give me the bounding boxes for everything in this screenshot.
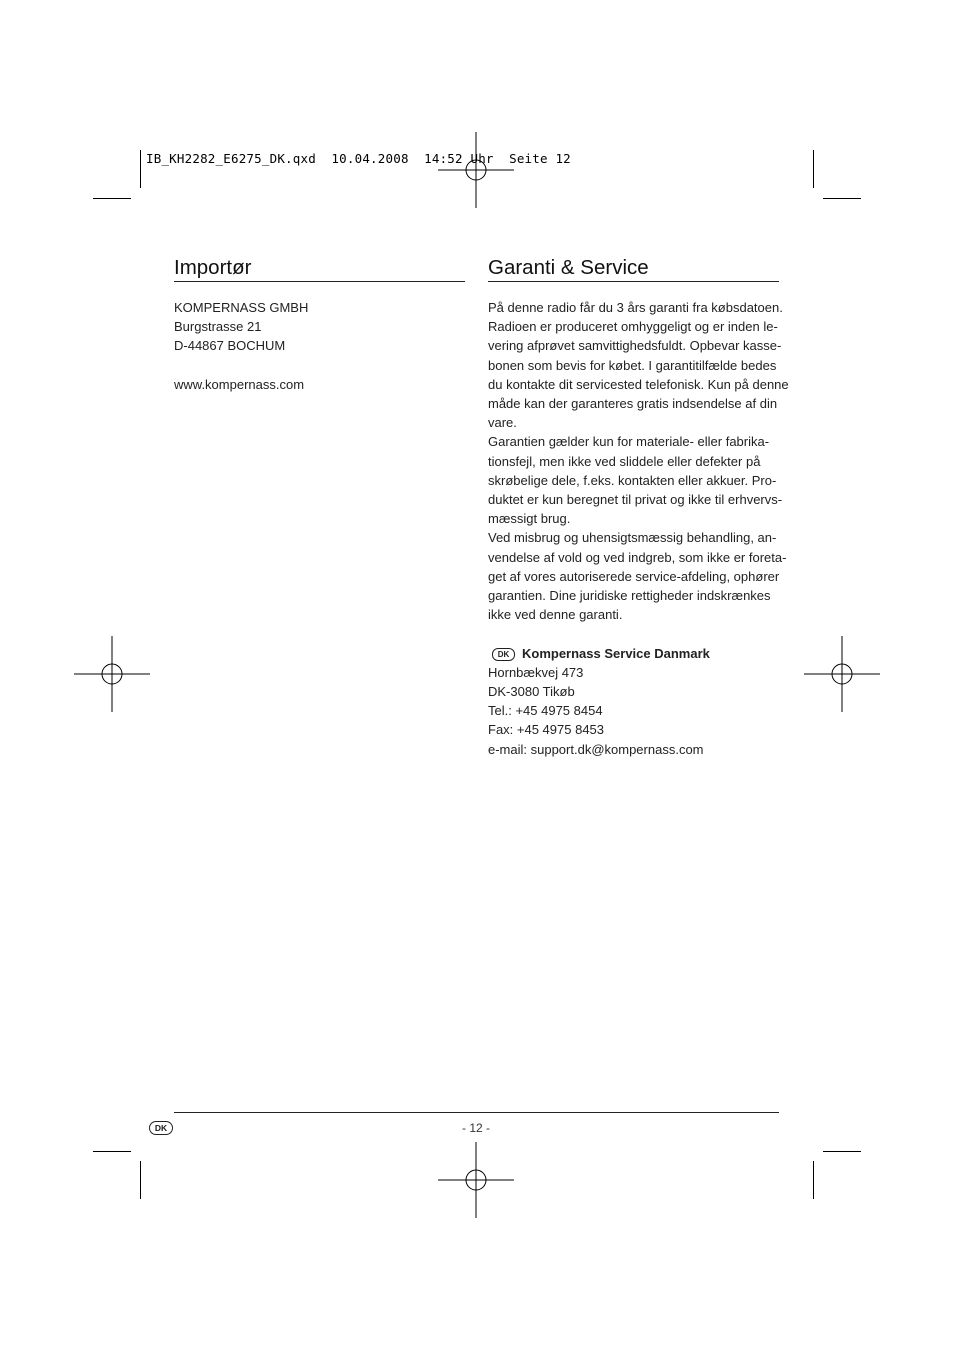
warranty-line: mæssigt brug. — [488, 511, 571, 527]
importer-address — [174, 298, 308, 394]
crop-mark-bottom-right-v — [813, 1161, 814, 1199]
print-slug: IB_KH2282_E6275_DK.qxd 10.04.2008 14:52 Uhr Seite 12 — [146, 151, 571, 166]
warranty-line: tionsfejl, men ikke ved sliddele eller defekter på — [488, 453, 761, 469]
warranty-line: måde kan der garanteres gratis indsendelse af din — [488, 396, 778, 412]
crop-mark-bottom-left-h — [93, 1151, 131, 1152]
registration-mark-right-icon — [804, 636, 880, 712]
warranty-line: Radioen er produceret omhyggeligt og er inden le- — [488, 319, 778, 335]
crop-mark-top-left-h — [93, 198, 131, 199]
country-badge-dk: DK — [492, 648, 515, 661]
warranty-line: ikke ved denne garanti. — [488, 607, 623, 623]
service-fax: Fax: +45 4975 8453 — [488, 722, 605, 738]
service-street: Hornbækvej 473 — [488, 664, 584, 680]
warranty-line: På denne radio får du 3 års garanti fra købsdatoen. — [488, 300, 783, 315]
importer-heading: Importør — [174, 256, 252, 279]
importer-website-link[interactable]: www.kompernass.com — [174, 376, 305, 392]
crop-mark-bottom-right-h — [823, 1151, 861, 1152]
warranty-heading-rule — [488, 281, 779, 282]
warranty-line: vendelse af vold og ved indgreb, som ikke er foreta- — [488, 549, 787, 565]
service-title — [492, 644, 789, 663]
crop-mark-top-right-h — [823, 198, 861, 199]
crop-mark-top-right-v — [813, 150, 814, 188]
warranty-body — [488, 298, 789, 759]
warranty-line: skrøbelige dele, f.eks. kontakten eller akkuer. Pro- — [488, 472, 777, 488]
importer-heading-rule — [174, 281, 465, 282]
warranty-line: bonen som bevis for købet. I garantitilfælde bedes — [488, 357, 777, 373]
footer-country-badge-dk: DK — [149, 1121, 173, 1135]
warranty-line: Garantien gælder kun for materiale- eller fabrika- — [488, 434, 770, 450]
warranty-heading: Garanti & Service — [488, 256, 649, 279]
warranty-line: vare. — [488, 415, 517, 431]
importer-city: D-44867 BOCHUM — [174, 338, 286, 354]
crop-mark-top-left-v — [140, 150, 141, 188]
crop-mark-bottom-left-v — [140, 1161, 141, 1199]
warranty-line: duktet er kun beregnet til privat og ikke til erhvervs- — [488, 492, 783, 508]
registration-mark-top-icon — [438, 132, 514, 208]
warranty-line: garantien. Dine juridiske rettigheder indskrænkes — [488, 588, 771, 604]
registration-mark-left-icon — [74, 636, 150, 712]
service-email-link[interactable]: e-mail: support.dk@kompernass.com — [488, 741, 704, 757]
registration-mark-bottom-icon — [438, 1142, 514, 1218]
footer-rule — [174, 1112, 779, 1113]
service-tel: Tel.: +45 4975 8454 — [488, 703, 603, 719]
warranty-line: du kontakte dit servicested telefonisk. Kun på denne — [488, 376, 789, 392]
importer-street: Burgstrasse 21 — [174, 319, 262, 335]
page-number: - 12 - — [461, 1121, 490, 1135]
importer-company: KOMPERNASS GMBH — [174, 300, 309, 315]
warranty-line: Ved misbrug og uhensigtsmæssig behandling, an- — [488, 530, 777, 546]
warranty-line: vering afprøvet samvittighedsfuldt. Opbevar kasse- — [488, 338, 782, 354]
service-city: DK-3080 Tikøb — [488, 684, 575, 700]
warranty-line: get af vores autoriserede service-afdeling, ophører — [488, 568, 780, 584]
service-name: Kompernass Service Danmark — [522, 645, 710, 661]
